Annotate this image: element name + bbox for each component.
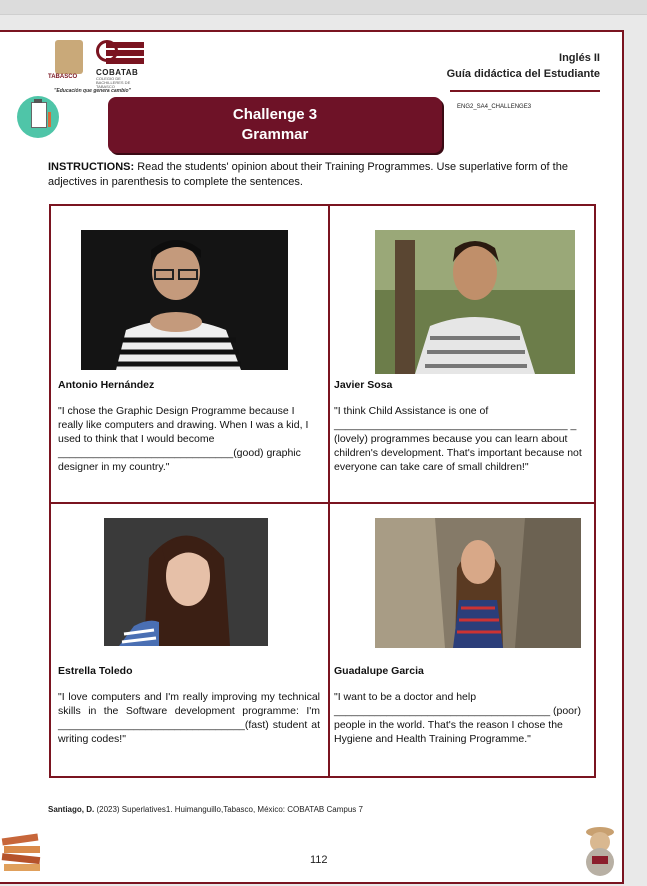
student-name: Antonio Hernández [58, 379, 155, 391]
student-quote: "I love computers and I'm really improving my technical skills in the Software development programme: I'm ________________________________(fast) student at writing codes!" [58, 691, 320, 745]
student-quote: "I want to be a doctor and help _____________________________________ (poor) people in the world. That's the reason I chose the Hygiene and Health Training Programme." [334, 691, 581, 745]
student-card-antonio [58, 378, 320, 474]
subject-title: Inglés II [559, 52, 600, 64]
student-name: Javier Sosa [334, 379, 393, 391]
antonio-photo [81, 230, 288, 370]
instructions-text: Read the students' opinion about their Training Programmes. Use superlative form of the adjectives in parenthesis to complete the sentences. [48, 161, 568, 188]
challenge-title: Challenge 3 [232, 106, 318, 123]
guide-title: Guía didáctica del Estudiante [446, 68, 600, 80]
header-divider [450, 90, 600, 92]
header-titles [447, 50, 600, 82]
javier-photo [375, 230, 575, 374]
student-name: Estrella Toledo [58, 665, 133, 677]
student-card-javier [334, 378, 586, 474]
cobatab-logo [96, 40, 144, 68]
cobatab-logo-text: COBATAB [96, 68, 139, 77]
instructions [48, 160, 600, 190]
cobatab-subtitle: COLEGIO DE BACHILLERES DE TABASCO [96, 76, 131, 89]
grid-horizontal-divider [51, 502, 594, 504]
student-name: Guadalupe Garcia [334, 665, 424, 677]
slogan: "Educación que genera cambio" [54, 88, 131, 94]
student-quote: "I chose the Graphic Design Programme because I really like computers and drawing. When I was a kid, I used to think that I would become ______________________________(good) graphic designer in my country." [58, 405, 309, 473]
document-page [0, 30, 624, 884]
students-grid [49, 204, 596, 778]
page-number: 112 [310, 854, 328, 866]
challenge-banner [108, 97, 442, 153]
clipboard-paper-icon [31, 102, 47, 128]
citation-text: (2023) Superlatives1. Huimanguillo,Tabasco, México: COBATAB Campus 7 [94, 805, 363, 814]
student-card-estrella [58, 664, 320, 746]
instructions-label: INSTRUCTIONS: [48, 161, 135, 173]
guadalupe-photo [375, 518, 581, 648]
student-quote: "I think Child Assistance is one of ________________________________________ _ (lovely) programmes because you can learn about children's development. That's important because not everyone can take care of small children!" [334, 405, 582, 473]
grid-vertical-divider [328, 206, 330, 776]
clipboard-clip-icon [34, 99, 42, 103]
citation-author: Santiago, D. [48, 805, 95, 814]
citation [48, 805, 363, 814]
estrella-photo [104, 518, 268, 646]
mascot-icon [582, 822, 618, 878]
seal-label: TABASCO [48, 74, 78, 80]
activity-code: ENG2_SA4_CHALLENGE3 [457, 104, 532, 110]
student-card-guadalupe [334, 664, 586, 746]
books-icon [0, 830, 44, 874]
pencil-icon [48, 112, 51, 127]
tabasco-seal-logo [55, 40, 83, 74]
challenge-subtitle: Grammar [241, 126, 309, 143]
top-bar [0, 0, 647, 15]
